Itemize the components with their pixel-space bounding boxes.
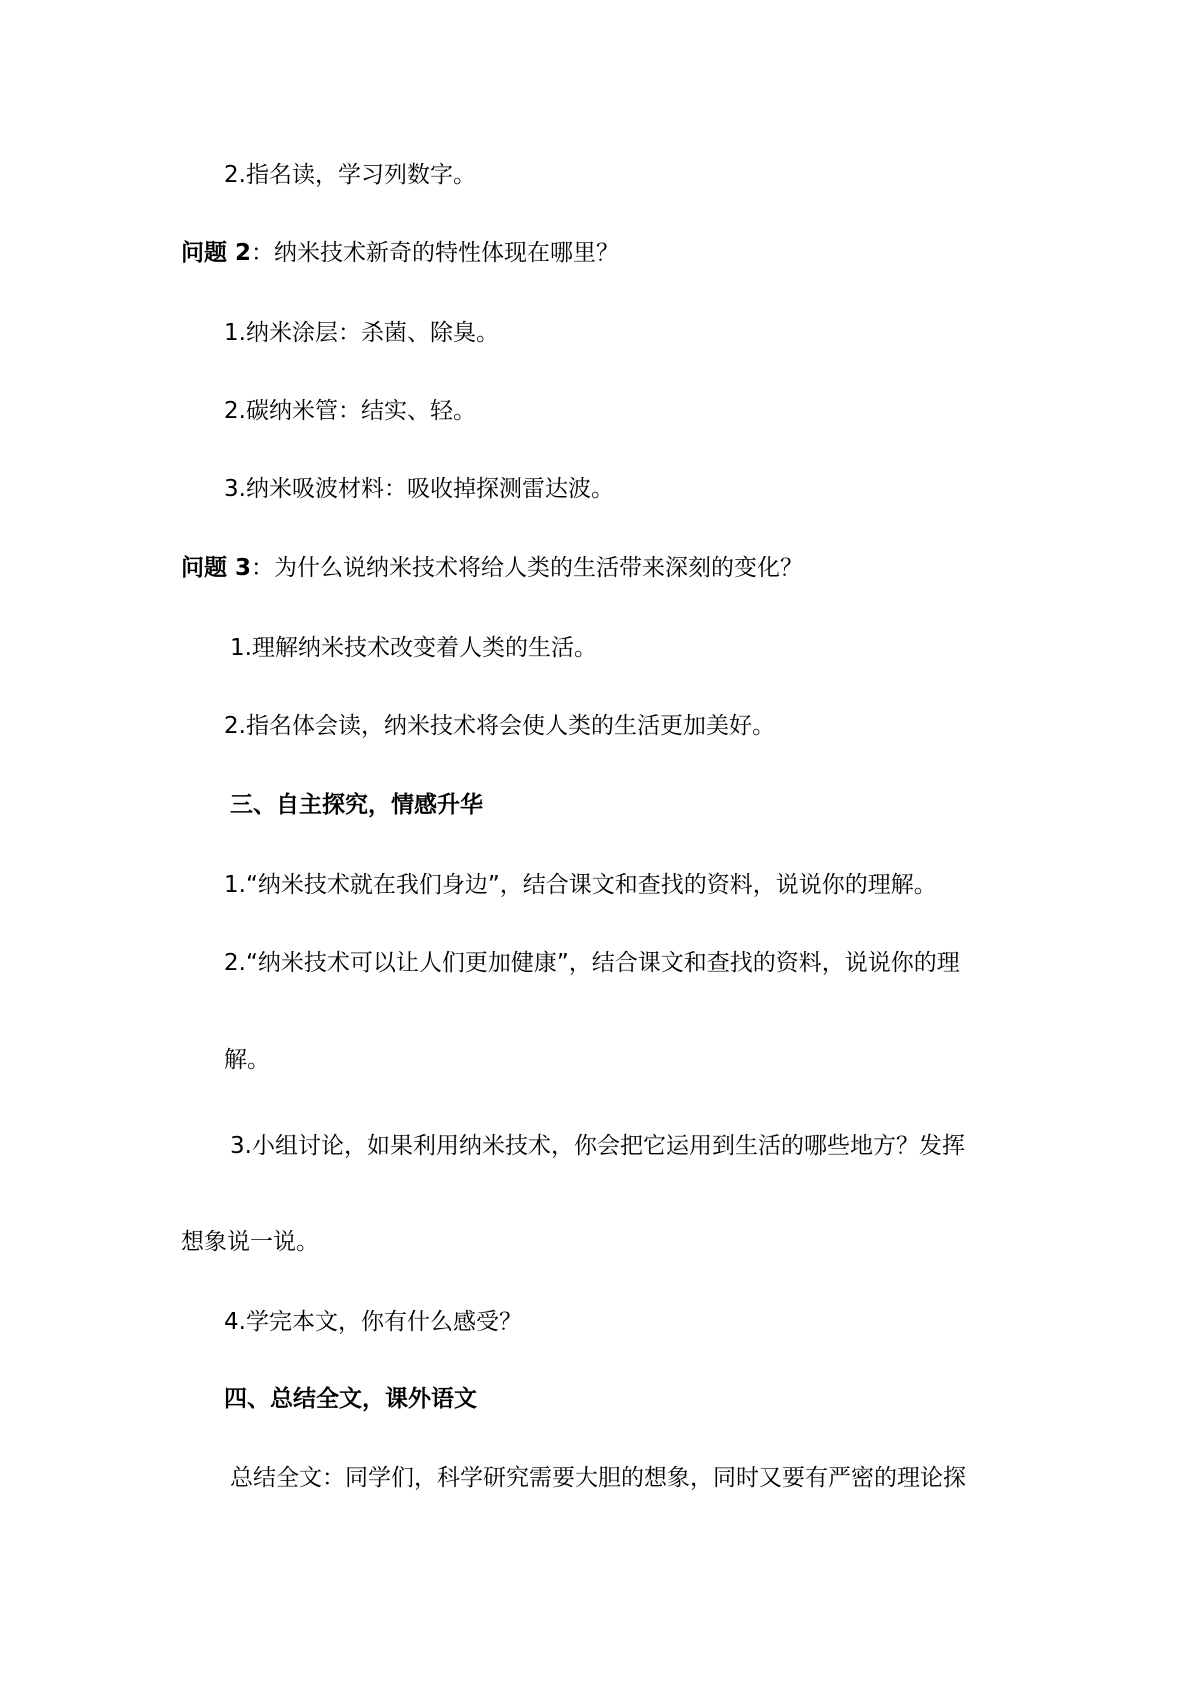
question-label: 问题 3: [181, 555, 252, 581]
text-line: 3.小组讨论，如果利用纳米技术，你会把它运用到生活的哪些地方？发挥: [230, 1133, 965, 1159]
text-line: 1.理解纳米技术改变着人类的生活。: [230, 635, 597, 661]
text-line: 解。: [224, 1047, 270, 1073]
text-line: 3.纳米吸波材料：吸收掉探测雷达波。: [224, 476, 614, 502]
section-heading: 四、总结全文，课外语文: [224, 1386, 477, 1412]
question-text: ：为什么说纳米技术将给人类的生活带来深刻的变化？: [251, 555, 804, 581]
question-label: 问题 2: [181, 240, 252, 266]
text-line: 2.“纳米技术可以让人们更加健康”，结合课文和查找的资料，说说你的理: [224, 950, 960, 976]
text-line: 总结全文：同学们，科学研究需要大胆的想象，同时又要有严密的理论探: [230, 1465, 966, 1491]
text-line: 想象说一说。: [181, 1229, 319, 1255]
text-line: 4.学完本文，你有什么感受？: [224, 1309, 522, 1335]
question-heading: [181, 238, 619, 268]
question-text: ：纳米技术新奇的特性体现在哪里？: [251, 240, 620, 266]
text-line: 2.碳纳米管：结实、轻。: [224, 398, 476, 424]
section-heading: 三、自主探究，情感升华: [230, 792, 483, 818]
text-line: 1.纳米涂层：杀菌、除臭。: [224, 320, 499, 346]
question-heading: [181, 553, 803, 583]
text-line: 2.指名读，学习列数字。: [224, 162, 476, 188]
text-line: 2.指名体会读，纳米技术将会使人类的生活更加美好。: [224, 713, 775, 739]
text-line: 1.“纳米技术就在我们身边”，结合课文和查找的资料，说说你的理解。: [224, 872, 937, 898]
